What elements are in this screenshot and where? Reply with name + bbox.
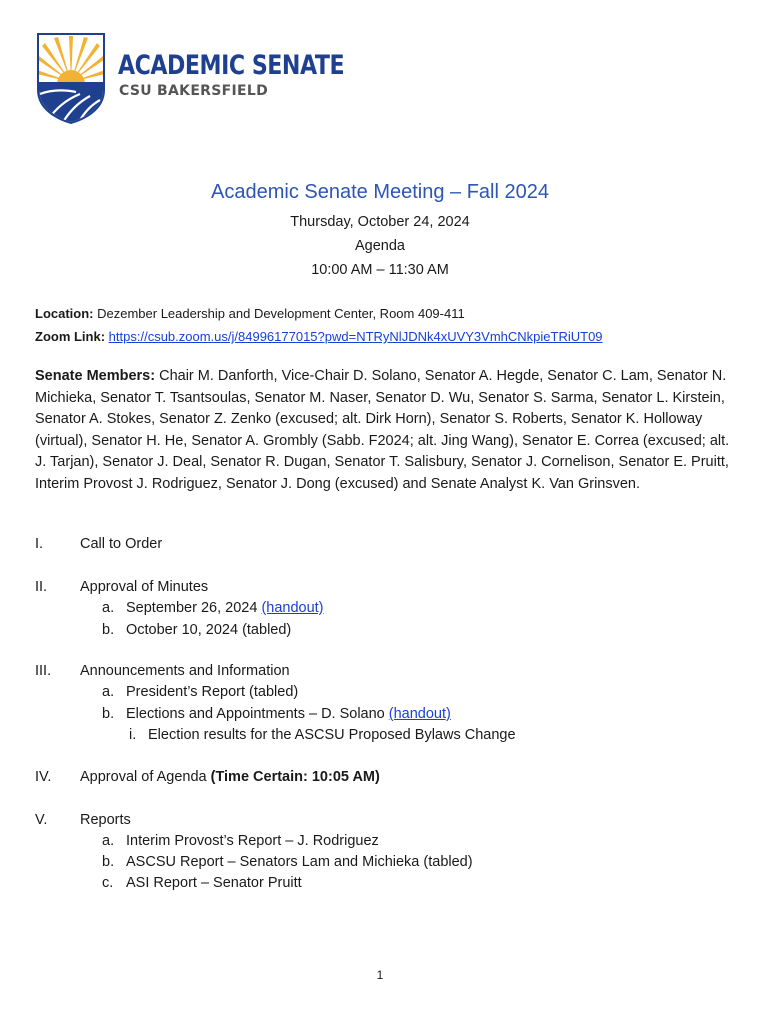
section-title: Announcements and Information: [80, 663, 290, 679]
section-title: [80, 769, 380, 785]
subitem-letter: b.: [102, 706, 115, 722]
zoom-label: Zoom Link:: [35, 329, 106, 344]
document-title: Academic Senate Meeting – Fall 2024: [211, 181, 549, 203]
section-title: Approval of Minutes: [80, 579, 209, 595]
members-list: Chair M. Danforth, Vice-Chair D. Solano, Senator A. Hegde, Senator C. Lam, Senator N. Michieka, Senator T. Tsantsoulas, Senator M. Naser, Senator D. Wu, Senator S. Sarma, Senator L. Kirstein, Senator A. Stokes, Senator Z. Zenko (excused; alt. Dirk Horn), Senator S. Roberts, Senator K. Holloway (virtual), Senator H. He, Senator A. Grombly (Sabb. F2024; alt. Jing Wang), Senator E. Correa (excused; alt. J. Tarjan), Senator J. Deal, Senator R. Dugan, Senator T. Salisbury, Senator J. Cornelison, Senator E. Pruitt, Interim Provost J. Rodriguez, Senator J. Dong (excused) and Senate Analyst K. Van Grinsven.: [35, 368, 730, 492]
subitem-letter: b.: [102, 622, 115, 638]
subitem-text: Interim Provost’s Report – J. Rodriguez: [126, 833, 379, 849]
subitem-letter: a.: [102, 684, 115, 700]
page-number: 1: [376, 968, 384, 982]
time-certain: (Time Certain: 10:05 AM): [210, 769, 380, 785]
agenda-subitem: [102, 622, 291, 638]
section-number: IV.: [35, 769, 52, 785]
location-label: Location:: [35, 306, 94, 321]
section-title-text: Approval of Agenda: [80, 769, 207, 785]
subitem-letter: a.: [102, 833, 115, 849]
subsubitem-numeral: i.: [129, 727, 137, 743]
section-number: I.: [35, 536, 44, 552]
agenda-subitem: [102, 875, 302, 891]
meeting-date: Thursday, October 24, 2024: [290, 214, 470, 230]
document-subtitle: Agenda: [355, 238, 405, 254]
agenda-subitem: [102, 854, 473, 870]
senate-members-paragraph: [35, 366, 735, 495]
subitem-text: October 10, 2024 (tabled): [126, 622, 292, 638]
subsubitem-text: Election results for the ASCSU Proposed Bylaws Change: [148, 727, 516, 743]
meeting-time: 10:00 AM – 11:30 AM: [311, 262, 449, 278]
academic-senate-shield-logo: [36, 32, 106, 124]
handout-link[interactable]: (handout): [388, 706, 451, 722]
location-value: Dezember Leadership and Development Center, Room 409-411: [97, 306, 465, 321]
section-title: Reports: [80, 812, 131, 828]
zoom-line: [35, 329, 603, 344]
section-number: V.: [35, 812, 48, 828]
subitem-letter: c.: [102, 875, 114, 891]
zoom-link[interactable]: https://csub.zoom.us/j/84996177015?pwd=NTRyNlJDNk4xUVY3VmhCNkpieTRiUT09: [108, 329, 603, 344]
subitem-text: September 26, 2024: [126, 600, 258, 616]
subitem-text: ASI Report – Senator Pruitt: [126, 875, 302, 891]
agenda-subitem: [102, 684, 298, 700]
agenda-subitem: [102, 600, 324, 616]
handout-link[interactable]: (handout): [261, 600, 324, 616]
subitem-letter: b.: [102, 854, 115, 870]
agenda-subitem: [102, 706, 451, 722]
section-number: II.: [35, 579, 48, 595]
subitem-text: Elections and Appointments – D. Solano: [126, 706, 385, 722]
section-title: Call to Order: [80, 536, 163, 552]
section-number: III.: [35, 663, 52, 679]
agenda-subitem: [102, 833, 379, 849]
members-label: Senate Members:: [35, 368, 156, 384]
subitem-letter: a.: [102, 600, 115, 616]
location-line: [35, 306, 465, 321]
subitem-text: President’s Report (tabled): [126, 684, 299, 700]
brand-subtitle: CSU BAKERSFIELD: [119, 83, 269, 99]
brand-title: ACADEMIC SENATE: [118, 50, 345, 81]
agenda-subsubitem: [129, 727, 516, 743]
subitem-text: ASCSU Report – Senators Lam and Michieka (tabled): [126, 854, 473, 870]
